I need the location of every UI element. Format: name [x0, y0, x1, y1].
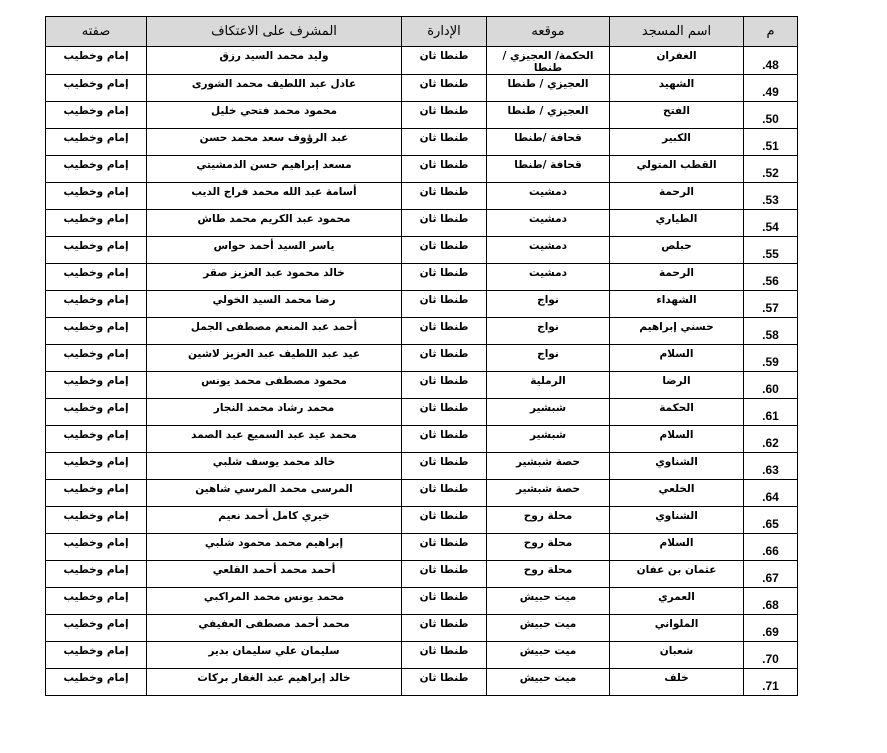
cell-supervisor: محمد أحمد مصطفى العفيفي — [147, 615, 402, 642]
table-row — [46, 507, 798, 534]
cell-role: إمام وخطيب — [46, 534, 147, 561]
cell-admin: طنطا ثان — [402, 561, 487, 588]
cell-mosque: حبلص — [610, 237, 744, 264]
cell-supervisor: رضا محمد السيد الخولي — [147, 291, 402, 318]
cell-admin: طنطا ثان — [402, 399, 487, 426]
cell-admin: طنطا ثان — [402, 642, 487, 669]
cell-mosque: السلام — [610, 426, 744, 453]
cell-admin: طنطا ثان — [402, 183, 487, 210]
cell-admin: طنطا ثان — [402, 615, 487, 642]
cell-num: .62 — [744, 426, 798, 453]
table-row — [46, 399, 798, 426]
cell-supervisor: أسامة عبد الله محمد فراج الديب — [147, 183, 402, 210]
table-row — [46, 669, 798, 696]
cell-num: .67 — [744, 561, 798, 588]
cell-supervisor: محمد يونس محمد المراكبي — [147, 588, 402, 615]
cell-mosque: الرحمة — [610, 183, 744, 210]
cell-mosque: الرحمة — [610, 264, 744, 291]
cell-role: إمام وخطيب — [46, 75, 147, 102]
cell-num: .48 — [744, 47, 798, 75]
table-row — [46, 210, 798, 237]
cell-location: محلة روح — [487, 561, 610, 588]
cell-mosque: الغفران — [610, 47, 744, 75]
cell-num: .61 — [744, 399, 798, 426]
cell-admin: طنطا ثان — [402, 507, 487, 534]
cell-mosque: الفتح — [610, 102, 744, 129]
table-row — [46, 372, 798, 399]
cell-num: .68 — [744, 588, 798, 615]
cell-location: دمشيت — [487, 210, 610, 237]
cell-role: إمام وخطيب — [46, 156, 147, 183]
table-row — [46, 426, 798, 453]
cell-role: إمام وخطيب — [46, 345, 147, 372]
cell-num: .55 — [744, 237, 798, 264]
cell-mosque: الشناوي — [610, 453, 744, 480]
cell-mosque: الشهيد — [610, 75, 744, 102]
cell-supervisor: خالد محمد يوسف شلبي — [147, 453, 402, 480]
cell-num: .54 — [744, 210, 798, 237]
cell-num: .51 — [744, 129, 798, 156]
cell-mosque: الشناوي — [610, 507, 744, 534]
cell-location: ميت حبيش — [487, 588, 610, 615]
cell-mosque: القطب المتولي — [610, 156, 744, 183]
cell-num: .56 — [744, 264, 798, 291]
cell-admin: طنطا ثان — [402, 237, 487, 264]
table-row — [46, 642, 798, 669]
cell-supervisor: عبد الرؤوف سعد محمد حسن — [147, 129, 402, 156]
cell-supervisor: محمود مصطفى محمد يونس — [147, 372, 402, 399]
cell-role: إمام وخطيب — [46, 615, 147, 642]
table-row — [46, 183, 798, 210]
cell-admin: طنطا ثان — [402, 210, 487, 237]
cell-supervisor: وليد محمد السيد رزق — [147, 47, 402, 75]
cell-mosque: الشهداء — [610, 291, 744, 318]
mosques-table — [45, 16, 798, 696]
cell-supervisor: المرسى محمد المرسي شاهين — [147, 480, 402, 507]
cell-supervisor: خالد إبراهيم عبد الغفار بركات — [147, 669, 402, 696]
cell-admin: طنطا ثان — [402, 426, 487, 453]
cell-location: دمشيت — [487, 264, 610, 291]
table-row — [46, 75, 798, 102]
cell-admin: طنطا ثان — [402, 345, 487, 372]
cell-num: .57 — [744, 291, 798, 318]
header-role: صفته — [46, 17, 147, 47]
cell-mosque: الحكمة — [610, 399, 744, 426]
cell-num: .70 — [744, 642, 798, 669]
cell-location: نواج — [487, 291, 610, 318]
cell-mosque: شعبان — [610, 642, 744, 669]
cell-num: .65 — [744, 507, 798, 534]
cell-location: شبشير — [487, 426, 610, 453]
cell-supervisor: عادل عبد اللطيف محمد الشورى — [147, 75, 402, 102]
cell-role: إمام وخطيب — [46, 642, 147, 669]
cell-location: العجيزي / طنطا — [487, 102, 610, 129]
cell-mosque: الملواني — [610, 615, 744, 642]
cell-location: الرملية — [487, 372, 610, 399]
table-row — [46, 102, 798, 129]
cell-mosque: الكبير — [610, 129, 744, 156]
cell-admin: طنطا ثان — [402, 156, 487, 183]
cell-role: إمام وخطيب — [46, 372, 147, 399]
cell-mosque: حسني إبراهيم — [610, 318, 744, 345]
table-row — [46, 264, 798, 291]
cell-supervisor: محمد رشاد محمد النجار — [147, 399, 402, 426]
cell-role: إمام وخطيب — [46, 264, 147, 291]
cell-admin: طنطا ثان — [402, 372, 487, 399]
cell-num: .53 — [744, 183, 798, 210]
cell-mosque: الرضا — [610, 372, 744, 399]
cell-supervisor: خيري كامل أحمد نعيم — [147, 507, 402, 534]
cell-role: إمام وخطيب — [46, 669, 147, 696]
cell-supervisor: محمد عيد عبد السميع عبد الصمد — [147, 426, 402, 453]
cell-location: نواج — [487, 318, 610, 345]
cell-supervisor: مسعد إبراهيم حسن الدمشيتي — [147, 156, 402, 183]
cell-location: محلة روح — [487, 534, 610, 561]
cell-location: ميت حبيش — [487, 669, 610, 696]
cell-admin: طنطا ثان — [402, 669, 487, 696]
table-row — [46, 318, 798, 345]
cell-admin: طنطا ثان — [402, 588, 487, 615]
cell-num: .52 — [744, 156, 798, 183]
cell-admin: طنطا ثان — [402, 75, 487, 102]
table-row — [46, 453, 798, 480]
cell-admin: طنطا ثان — [402, 453, 487, 480]
cell-role: إمام وخطيب — [46, 291, 147, 318]
cell-role: إمام وخطيب — [46, 318, 147, 345]
cell-num: .50 — [744, 102, 798, 129]
cell-num: .64 — [744, 480, 798, 507]
header-location: موقعه — [487, 17, 610, 47]
cell-num: .60 — [744, 372, 798, 399]
cell-role: إمام وخطيب — [46, 561, 147, 588]
table-row — [46, 588, 798, 615]
cell-admin: طنطا ثان — [402, 534, 487, 561]
cell-supervisor: أحمد عبد المنعم مصطفى الجمل — [147, 318, 402, 345]
cell-role: إمام وخطيب — [46, 183, 147, 210]
cell-location: نواج — [487, 345, 610, 372]
cell-role: إمام وخطيب — [46, 129, 147, 156]
cell-role: إمام وخطيب — [46, 399, 147, 426]
cell-role: إمام وخطيب — [46, 480, 147, 507]
header-num: م — [744, 17, 798, 47]
cell-num: .69 — [744, 615, 798, 642]
cell-location: دمشيت — [487, 183, 610, 210]
cell-num: .66 — [744, 534, 798, 561]
cell-mosque: السلام — [610, 345, 744, 372]
cell-supervisor: ياسر السيد أحمد حواس — [147, 237, 402, 264]
cell-location: حصة شبشير — [487, 480, 610, 507]
cell-num: .63 — [744, 453, 798, 480]
cell-admin: طنطا ثان — [402, 129, 487, 156]
table-row — [46, 561, 798, 588]
table-row — [46, 480, 798, 507]
cell-supervisor: خالد محمود عبد العزيز صقر — [147, 264, 402, 291]
cell-location: قحافة /طنطا — [487, 129, 610, 156]
cell-supervisor: عيد عبد اللطيف عبد العزيز لاشين — [147, 345, 402, 372]
cell-location: ميت حبيش — [487, 642, 610, 669]
table-row — [46, 534, 798, 561]
header-mosque: اسم المسجد — [610, 17, 744, 47]
cell-location: دمشيت — [487, 237, 610, 264]
cell-admin: طنطا ثان — [402, 102, 487, 129]
cell-supervisor: محمود عبد الكريم محمد طاش — [147, 210, 402, 237]
cell-mosque: العمري — [610, 588, 744, 615]
cell-admin: طنطا ثان — [402, 47, 487, 75]
cell-supervisor: محمود محمد فتحي خليل — [147, 102, 402, 129]
cell-role: إمام وخطيب — [46, 426, 147, 453]
cell-mosque: الطياري — [610, 210, 744, 237]
table-row — [46, 291, 798, 318]
cell-mosque: الخلعي — [610, 480, 744, 507]
cell-num: .71 — [744, 669, 798, 696]
cell-admin: طنطا ثان — [402, 318, 487, 345]
cell-role: إمام وخطيب — [46, 507, 147, 534]
table-row — [46, 129, 798, 156]
table-row — [46, 615, 798, 642]
cell-admin: طنطا ثان — [402, 291, 487, 318]
header-row — [46, 17, 798, 47]
cell-location: حصة شبشير — [487, 453, 610, 480]
table-row — [46, 345, 798, 372]
table-row — [46, 47, 798, 75]
cell-supervisor: أحمد محمد أحمد القلعي — [147, 561, 402, 588]
cell-num: .58 — [744, 318, 798, 345]
cell-location: شبشير — [487, 399, 610, 426]
cell-mosque: عثمان بن عفان — [610, 561, 744, 588]
table-row — [46, 156, 798, 183]
cell-supervisor: إبراهيم محمد محمود شلبي — [147, 534, 402, 561]
header-admin: الإدارة — [402, 17, 487, 47]
cell-admin: طنطا ثان — [402, 480, 487, 507]
cell-mosque: خلف — [610, 669, 744, 696]
cell-role: إمام وخطيب — [46, 47, 147, 75]
cell-location: قحافة /طنطا — [487, 156, 610, 183]
cell-location: ميت حبيش — [487, 615, 610, 642]
table-row — [46, 237, 798, 264]
cell-role: إمام وخطيب — [46, 210, 147, 237]
cell-role: إمام وخطيب — [46, 102, 147, 129]
cell-location: العجيزي / طنطا — [487, 75, 610, 102]
cell-location: الحكمة/ العجيزي / طنطا — [487, 47, 610, 75]
cell-num: .49 — [744, 75, 798, 102]
header-supervisor: المشرف على الاعتكاف — [147, 17, 402, 47]
cell-role: إمام وخطيب — [46, 453, 147, 480]
cell-location: محلة روح — [487, 507, 610, 534]
cell-num: .59 — [744, 345, 798, 372]
cell-role: إمام وخطيب — [46, 237, 147, 264]
cell-role: إمام وخطيب — [46, 588, 147, 615]
cell-mosque: السلام — [610, 534, 744, 561]
cell-admin: طنطا ثان — [402, 264, 487, 291]
cell-supervisor: سليمان علي سليمان بدير — [147, 642, 402, 669]
